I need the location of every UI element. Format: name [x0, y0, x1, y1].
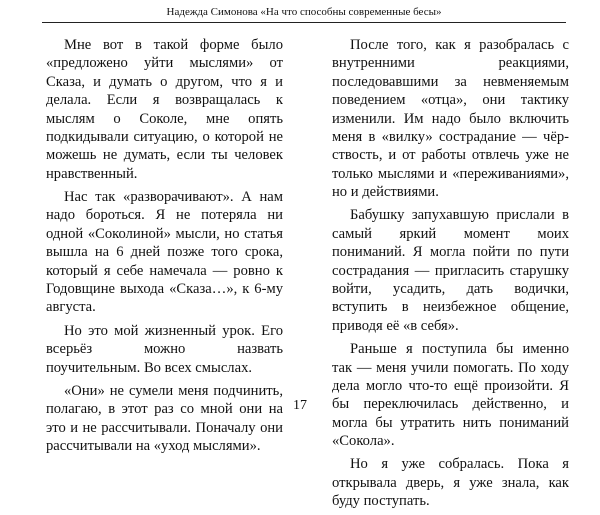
paragraph: Бабушку запухавшую прислали в самый яркий момент моих пониманий. Я могла пойти по пути сострадания — пригласить старушку войти, усадить, дать водички, вступить в неизбежное общение, приводя её «в себя».	[332, 207, 569, 334]
paragraph: «Они» не сумели меня подчинить, полагаю, в этот раз со мной они на это и не рассчитывали. Поначалу они рассчитывали на «уход мыслями».	[46, 382, 283, 454]
paragraph: Раньше я поступила бы именно так — меня учили помогать. По ходу дела могло что-то ещё произойти. Я бы переключилась действенно, и могла бы утратить нить пониманий «Сокола».	[332, 341, 569, 450]
paragraph: Но это мой жизненный урок. Его всерьёз можно назвать поучительным. Во всех смыслах.	[46, 322, 283, 376]
right-column	[332, 36, 569, 515]
paragraph: Мне вот в такой форме было «предложено уйти мыслями» от Сказа, и думать о другом, что я и делала. Если я возвращалась к мыслям о Соколе, мне опять подкидывали ситуацию, о которой не можешь не думать, если ты человек нравственный.	[46, 37, 283, 182]
page-number: 17	[293, 398, 307, 413]
paragraph: Но я уже собралась. Пока я открывала дверь, я уже знала, как буду поступать.	[332, 456, 569, 510]
running-header: Надежда Симонова «На что способны современные бесы»	[166, 6, 442, 18]
paragraph: После того, как я разобралась с внутренними реакциями, последовавшими за невменяемым поведением «отца», они тактику изменили. Им надо было включить меня в «вилку» сострадание — чёрствость, и от работы отвлечь уже не только мыслями и «переживаниями», но и действиями.	[332, 37, 569, 201]
paragraph: Нас так «разворачивают». А нам надо бороться. Я не потеряла ни одной «Соколиной» мысли, но статья вышла на 6 дней позже того срока, который я себе намечала — ровно к Годовщине выхода «Сказа…», к 6-му августа.	[46, 189, 283, 316]
header-rule	[42, 22, 566, 23]
left-column	[46, 36, 283, 460]
